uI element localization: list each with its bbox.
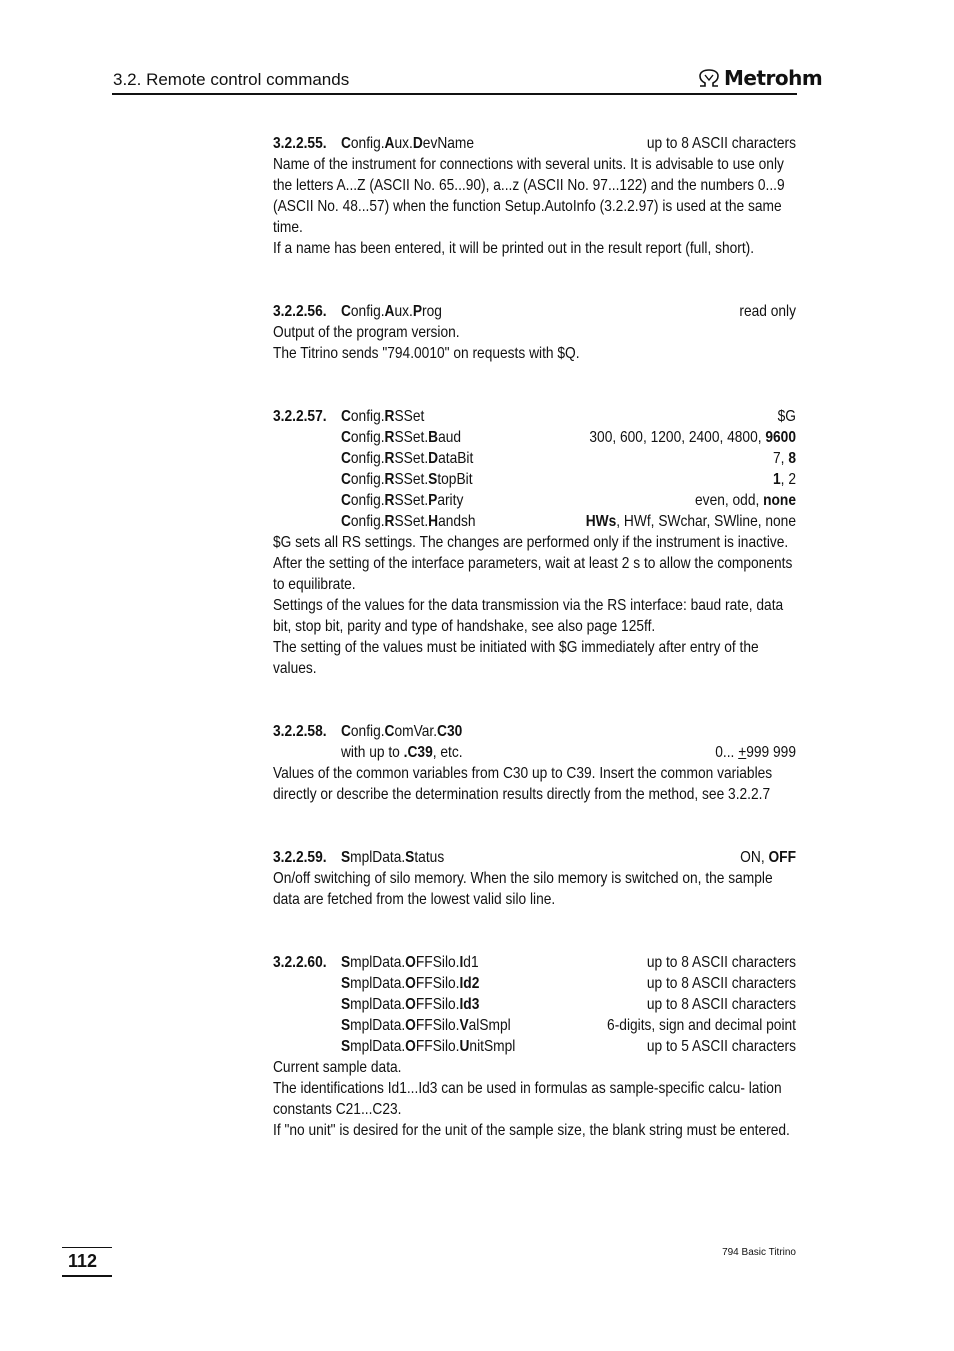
command-text: [341, 847, 444, 868]
command-run: R: [384, 492, 395, 509]
command-run: SSet.: [394, 471, 429, 488]
command-name: [273, 973, 479, 994]
command-row: [273, 511, 796, 532]
command-run: S: [340, 954, 351, 971]
command-run: S: [340, 1017, 351, 1034]
command-name: [273, 448, 473, 469]
command-text: [273, 742, 463, 763]
command-value-range: [773, 448, 796, 469]
command-run: P: [428, 492, 438, 509]
command-run: onfig.: [350, 471, 385, 488]
command-value-range: [647, 994, 796, 1015]
value-run: HWs: [585, 513, 617, 530]
command-run: , etc.: [432, 744, 463, 761]
command-run: .C39: [403, 744, 433, 761]
command-run: ux.: [394, 303, 413, 320]
command-run: SSet.: [394, 429, 429, 446]
command-run: Id3: [459, 996, 480, 1013]
command-name: [273, 952, 479, 973]
command-section: [273, 721, 796, 805]
section-spacer: [273, 910, 796, 952]
description-paragraph: The Titrino sends "794.0010" on requests with $Q.: [273, 345, 580, 362]
command-run: ataBit: [438, 450, 474, 467]
value-run: 999 999: [746, 744, 796, 761]
value-run: up to 5 ASCII characters: [646, 1038, 796, 1055]
command-row: [273, 1036, 796, 1057]
command-run: mplData.: [350, 996, 406, 1013]
command-text: [273, 1015, 511, 1036]
metrohm-omega-icon: [697, 69, 721, 87]
command-row: [273, 742, 796, 763]
command-name: [273, 994, 479, 1015]
command-text: [273, 469, 473, 490]
section-number: 3.2.2.60.: [273, 954, 327, 971]
command-run: onfig.: [350, 513, 385, 530]
command-run: O: [405, 1017, 416, 1034]
command-run: omVar.: [394, 723, 438, 740]
command-run: R: [384, 513, 395, 530]
command-run: C: [340, 135, 351, 152]
command-run: U: [459, 1038, 470, 1055]
command-run: C30: [437, 723, 463, 740]
command-row: [273, 301, 796, 322]
command-value-range: [695, 490, 796, 511]
command-name: [273, 490, 463, 511]
command-run: onfig.: [350, 408, 385, 425]
section-number: 3.2.2.56.: [273, 303, 327, 320]
brand-name: Metrohm: [724, 66, 823, 90]
command-run: S: [340, 1038, 351, 1055]
command-value-range: [647, 973, 796, 994]
command-text: [273, 973, 479, 994]
command-name: [273, 847, 444, 868]
command-run: R: [384, 450, 395, 467]
value-run: up to 8 ASCII characters: [646, 975, 796, 992]
command-run: S: [340, 996, 351, 1013]
command-run: O: [405, 996, 416, 1013]
command-value-range: [647, 133, 796, 154]
command-run: C: [340, 450, 351, 467]
header-rule: [112, 93, 797, 95]
value-run: $G: [777, 408, 796, 425]
command-run: S: [340, 975, 351, 992]
value-run: read only: [739, 303, 796, 320]
command-run: O: [405, 975, 416, 992]
command-row: [273, 448, 796, 469]
command-value-range: [773, 469, 796, 490]
command-text: [273, 448, 473, 469]
command-value-range: [715, 742, 796, 763]
command-row: [273, 847, 796, 868]
command-name: [273, 427, 461, 448]
section-spacer: [273, 364, 796, 406]
command-run: C: [340, 492, 351, 509]
command-run: I: [459, 954, 464, 971]
description-paragraph: Name of the instrument for connections with several units. It is advisable to use only the letters A...Z (ASCII No. 65...90), a...z (ASCII No. 97...122) and the numbers 0...9 (ASCII No. 48...57) when the function Setup.AutoInfo (3.2.2.97) is used at the same time.: [273, 156, 785, 236]
command-run: SSet.: [394, 513, 429, 530]
command-run: Id2: [459, 975, 480, 992]
value-run: , HWf, SWchar, SWline, none: [616, 513, 796, 530]
command-text: [341, 301, 442, 322]
command-row: [273, 973, 796, 994]
command-run: C: [384, 723, 395, 740]
command-run: S: [428, 471, 438, 488]
command-run: with up to: [340, 744, 404, 761]
section-spacer: [273, 679, 796, 721]
command-run: R: [384, 471, 395, 488]
command-row: [273, 427, 796, 448]
command-run: O: [405, 1038, 416, 1055]
value-run: +: [738, 744, 747, 761]
command-section: [273, 301, 796, 364]
command-run: mplData.: [350, 954, 406, 971]
command-run: FFSilo.: [415, 1038, 460, 1055]
command-text: [273, 1036, 515, 1057]
value-run: 7,: [773, 450, 789, 467]
description-paragraph: Output of the program version.: [273, 324, 460, 341]
value-run: up to 8 ASCII characters: [646, 954, 796, 971]
command-run: andsh: [438, 513, 476, 530]
brand-logo: [697, 66, 822, 90]
product-name: 794 Basic Titrino: [722, 1247, 796, 1258]
command-run: mplData.: [350, 849, 406, 866]
command-run: topBit: [437, 471, 473, 488]
command-run: aud: [438, 429, 462, 446]
command-run: ux.: [394, 135, 413, 152]
command-text: [341, 952, 479, 973]
command-run: B: [428, 429, 439, 446]
command-text: [273, 994, 479, 1015]
command-run: SSet.: [394, 492, 429, 509]
command-run: FFSilo.: [415, 954, 460, 971]
command-run: C: [340, 429, 351, 446]
command-run: mplData.: [350, 975, 406, 992]
command-value-range: [739, 301, 796, 322]
command-section: [273, 847, 796, 910]
command-value-range: [740, 847, 796, 868]
description-paragraph: If a name has been entered, it will be printed out in the result report (full, short).: [273, 240, 755, 257]
value-run: 9600: [765, 429, 796, 446]
command-name: [273, 406, 424, 427]
description-paragraph: Settings of the values for the data transmission via the RS interface: baud rate, data bit, stop bit, parity and type of handshake, see also page 125ff.: [273, 597, 784, 635]
command-run: SSet: [394, 408, 425, 425]
command-run: mplData.: [350, 1038, 406, 1055]
command-run: FFSilo.: [415, 975, 460, 992]
command-section: [273, 133, 796, 259]
value-run: up to 8 ASCII characters: [646, 135, 796, 152]
command-row: [273, 721, 796, 742]
command-value-range: [647, 952, 796, 973]
value-run: even, odd,: [695, 492, 764, 509]
description-paragraph: $G sets all RS settings. The changes are performed only if the instrument is inactive. After the setting of the interface parameters, wait at least 2 s to allow the components to equilibrate.: [273, 534, 793, 593]
description-paragraph: On/off switching of silo memory. When the silo memory is switched on, the sample data are fetched from the lowest valid silo line.: [273, 870, 773, 908]
command-run: evName: [422, 135, 475, 152]
section-title: 3.2. Remote control commands: [113, 70, 350, 89]
command-text: [341, 133, 474, 154]
command-run: C: [340, 303, 351, 320]
command-run: FFSilo.: [415, 996, 460, 1013]
command-run: d1: [463, 954, 479, 971]
value-run: up to 8 ASCII characters: [646, 996, 796, 1013]
command-value-range: [586, 511, 796, 532]
command-row: [273, 469, 796, 490]
command-run: nitSmpl: [469, 1038, 516, 1055]
description-paragraph: Current sample data.: [273, 1059, 402, 1076]
description-paragraph: The setting of the values must be initiated with $G immediately after entry of the values.: [273, 639, 759, 677]
section-number: 3.2.2.58.: [273, 723, 327, 740]
command-run: rog: [422, 303, 442, 320]
command-name: [273, 742, 463, 763]
command-run: S: [405, 849, 415, 866]
command-row: [273, 133, 796, 154]
command-name: [273, 301, 442, 322]
section-number: 3.2.2.59.: [273, 849, 327, 866]
command-run: SSet.: [394, 450, 429, 467]
value-run: 0...: [715, 744, 739, 761]
value-run: OFF: [768, 849, 796, 866]
description-paragraph: Values of the common variables from C30 up to C39. Insert the common variables directly or describe the determination results directly from the method, see 3.2.2.7: [273, 765, 773, 803]
command-run: C: [340, 408, 351, 425]
command-run: S: [340, 849, 351, 866]
command-name: [273, 511, 476, 532]
command-row: [273, 994, 796, 1015]
command-name: [273, 1015, 511, 1036]
command-row: [273, 490, 796, 511]
command-run: D: [412, 135, 423, 152]
command-run: onfig.: [350, 450, 385, 467]
command-run: C: [340, 471, 351, 488]
value-run: ON,: [740, 849, 769, 866]
command-section: [273, 952, 796, 1141]
value-run: none: [763, 492, 796, 509]
section-number: 3.2.2.55.: [273, 135, 327, 152]
command-text: [273, 490, 463, 511]
command-run: O: [405, 954, 416, 971]
description-paragraph: If "no unit" is desired for the unit of the sample size, the blank string must be entered.: [273, 1122, 790, 1139]
value-run: 1: [773, 471, 781, 488]
command-run: mplData.: [350, 1017, 406, 1034]
command-run: H: [428, 513, 439, 530]
command-name: [273, 469, 473, 490]
command-text: [341, 721, 462, 742]
command-run: onfig.: [350, 303, 385, 320]
command-run: tatus: [414, 849, 445, 866]
command-section: [273, 406, 796, 679]
command-row: [273, 406, 796, 427]
command-value-range: [607, 1015, 796, 1036]
command-run: A: [384, 135, 395, 152]
command-row: [273, 952, 796, 973]
command-run: C: [340, 513, 351, 530]
command-run: P: [412, 303, 423, 320]
value-run: 6-digits, sign and decimal point: [607, 1017, 796, 1034]
command-run: V: [459, 1017, 469, 1034]
command-text: [273, 511, 476, 532]
command-text: [341, 406, 424, 427]
command-value-range: [778, 406, 796, 427]
value-run: 8: [788, 450, 796, 467]
section-spacer: [273, 805, 796, 847]
command-text: [273, 427, 461, 448]
command-name: [273, 721, 462, 742]
command-run: onfig.: [350, 429, 385, 446]
command-run: R: [384, 408, 395, 425]
command-run: D: [428, 450, 439, 467]
page-number: 112: [68, 1251, 98, 1271]
command-run: FFSilo.: [415, 1017, 460, 1034]
section-spacer: [273, 259, 796, 301]
command-run: onfig.: [350, 492, 385, 509]
command-run: C: [340, 723, 351, 740]
command-run: alSmpl: [468, 1017, 511, 1034]
command-run: onfig.: [350, 723, 385, 740]
value-run: 300, 600, 1200, 2400, 4800,: [589, 429, 766, 446]
command-value-range: [589, 427, 796, 448]
command-run: onfig.: [350, 135, 385, 152]
section-number: 3.2.2.57.: [273, 408, 327, 425]
command-run: R: [384, 429, 395, 446]
command-value-range: [647, 1036, 796, 1057]
command-run: A: [384, 303, 395, 320]
command-row: [273, 1015, 796, 1036]
command-run: arity: [437, 492, 464, 509]
description-paragraph: The identifications Id1...Id3 can be used in formulas as sample-specific calcu- lation constants C21...C23.: [273, 1080, 782, 1118]
command-name: [273, 133, 474, 154]
value-run: , 2: [780, 471, 796, 488]
page-content: [273, 133, 796, 1141]
command-name: [273, 1036, 515, 1057]
